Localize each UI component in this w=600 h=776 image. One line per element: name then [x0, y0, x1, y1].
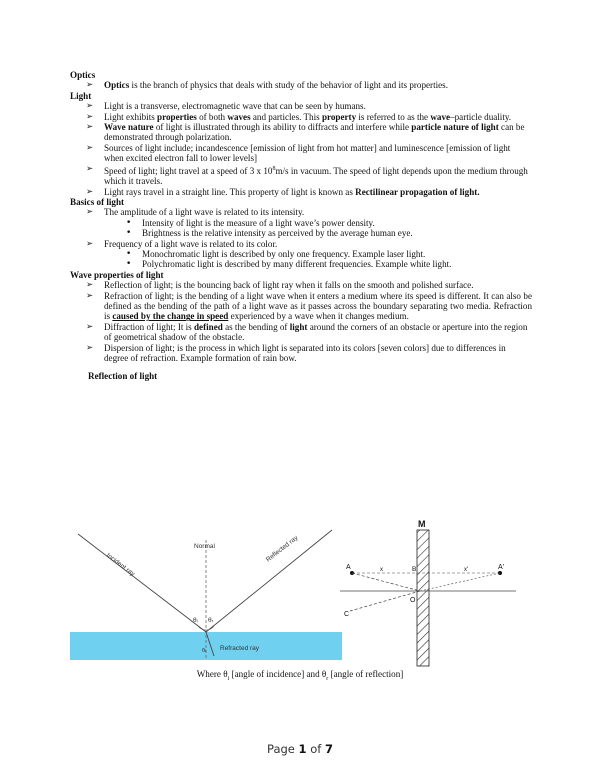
point-b-label: B: [412, 566, 417, 573]
list-wave: [70, 280, 532, 363]
theta-t-label: θₜ: [202, 648, 207, 654]
heading-basics: Basics of light: [70, 196, 125, 207]
heading-wave-properties: Wave properties of light: [70, 269, 164, 280]
list-item: ➢ Light exhibits properties of both waves and particles. This property is referred to as the wave–particle duality.: [70, 112, 532, 122]
normal-label: Normal: [194, 543, 215, 550]
list-item: ➢ Wave nature of light is illustrated through its ability to diffracts and interfere while particle nature of light can be demonstrated through polarization.: [70, 122, 532, 143]
theta-i-label: θᵢ: [193, 617, 198, 624]
list-item: ➢ The amplitude of a light wave is related to its intensity.: [70, 207, 532, 217]
list-item: ➢ Diffraction of light; It is defined as the bending of light around the corners of an obstacle or aperture into the region of geometrical shadow of the obstacle.: [70, 322, 532, 343]
of-label: of: [310, 742, 322, 756]
list-item: • Brightness is the relative intensity as perceived by the average human eye.: [70, 228, 532, 238]
incident-ray: [352, 573, 420, 591]
list-item: ➢ Speed of light; light travel at a speed of 3 x $10^8m/s$ in vacuum. The speed of light depends upon the medium through which it travels.: [70, 164, 532, 187]
list-item: ➢ Light is a transverse, electromagnetic wave that can be seen by humans.: [70, 101, 532, 111]
list-item: • Monochromatic light is described by only one frequency. Example laser light.: [70, 249, 532, 259]
list-basics: [70, 207, 532, 269]
page-total: 7: [324, 742, 333, 756]
list-light: [70, 101, 532, 197]
list-item: • Intensity of light is the measure of a light wave’s power density.: [70, 218, 532, 228]
incident-ray: [78, 534, 206, 632]
list-optics: [70, 80, 532, 90]
page-footer: [0, 742, 600, 756]
reflection-refraction-diagram: [70, 522, 342, 662]
list-item: ➢ Reflection of light; is the bouncing back of light ray when it falls on the smooth and polished surface.: [70, 280, 532, 290]
reflected-ray: [206, 530, 332, 632]
heading-optics: Optics: [70, 70, 96, 80]
list-item: ➢ Dispersion of light; is the process in which light is separated into its colors [seven colors] due to differences in degree of refraction. Example formation of rain bow.: [70, 343, 532, 364]
page-number: 1: [298, 742, 307, 756]
point-a-prime-label: A': [498, 564, 505, 571]
list-item: ➢ Optics is the branch of physics that deals with study of the behavior of light and its properties.: [70, 80, 532, 90]
point-a-label: A: [346, 564, 351, 571]
list-item: ➢ Refraction of light; is the bending of a light wave when it enters a medium where its speed is different. It can also be defined as the bending of the path of a light wave as it passes across the boundary separating two media. Refraction is caused by the change in speed experienced by a wave when it changes medium.: [70, 291, 532, 322]
distance-x-prime-label: x': [464, 567, 469, 573]
virtual-ray: [420, 573, 500, 591]
body-text: [70, 70, 532, 391]
figure-caption: Where $\theta_i$ [angle of incidence] and $\theta_r$ [angle of reflection]: [196, 669, 404, 682]
page-label: Page: [267, 742, 295, 756]
list-item: • Polychromatic light is described by many different frequencies. Example white light.: [70, 259, 532, 269]
list-item: ➢ Light rays travel in a straight line. This property of light is known as Rectilinear propagation of light.: [70, 187, 532, 197]
distance-x-label: x: [380, 567, 383, 573]
list-item: ➢ Frequency of a light wave is related to its color.: [70, 239, 532, 249]
plane-mirror-diagram: [340, 516, 516, 668]
refracted-ray-label: Refracted ray: [220, 645, 260, 652]
list-item: ➢ Sources of light include; incandescence [emission of light from hot matter] and luminescence [emission of light when excited electron fall to lower levels]: [70, 143, 532, 164]
point-o-label: O: [410, 597, 416, 604]
theta-r-label: θᵣ: [208, 617, 214, 624]
reflected-ray-label: Reflected ray: [264, 534, 300, 564]
heading-reflection: Reflection of light: [88, 371, 158, 382]
heading-light: Light: [70, 90, 92, 101]
incident-ray-label: Incident ray: [104, 552, 136, 578]
mirror: [417, 530, 429, 666]
mirror-label: M: [418, 519, 426, 529]
point-c-label: C: [344, 611, 350, 618]
